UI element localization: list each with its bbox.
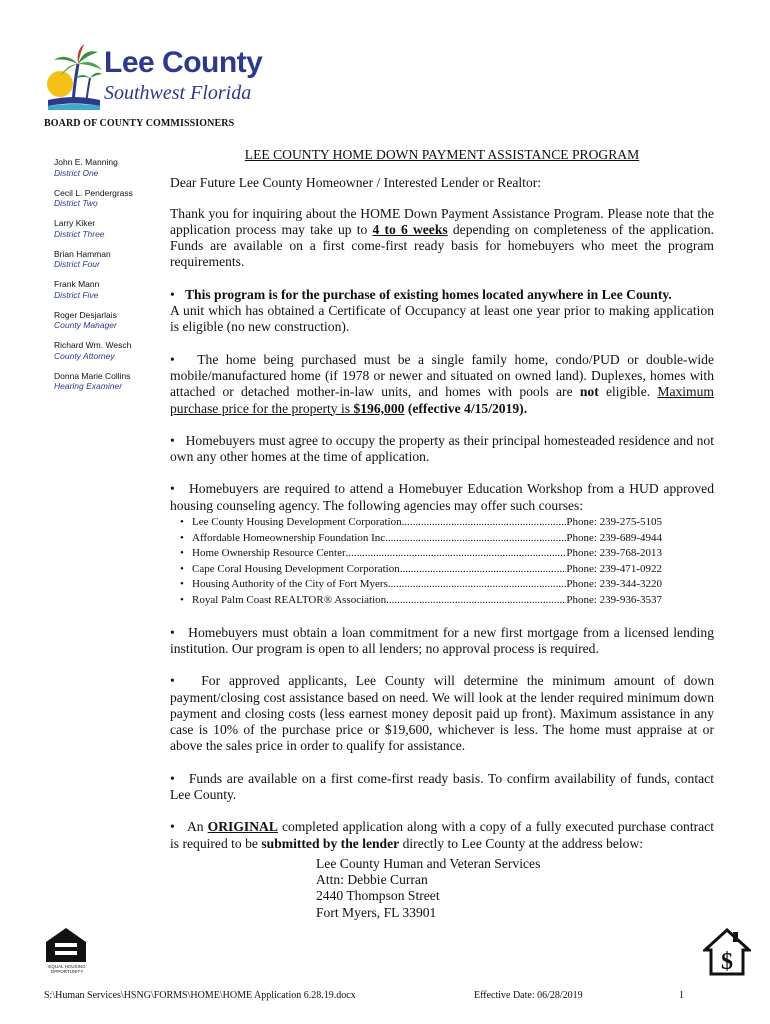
commissioner-name: Frank Mann — [54, 279, 100, 289]
intro-text-end: depending on completeness of the application. Funds are available on a first come-first ready basis for homebuyers who meet the program requirements. — [170, 221, 714, 270]
agency-phone: Phone: 239-344-3220 — [566, 578, 662, 591]
address-line: Attn: Debbie Curran — [316, 872, 428, 888]
bullet-text: For approved applicants, Lee County will determine the minimum amount of down payment/closing cost assistance based on need. We will look at the lender required minimum down payment and closing costs (less earnest money deposit paid up front). Maximum assistance in any case is 10% of the purchase price or $19,600, whichever is less. The home must appraise at or above the sales price in order to qualify for assistance. — [170, 673, 714, 754]
commissioner-name: John E. Manning — [54, 157, 118, 167]
original-text: ORIGINAL — [207, 819, 278, 835]
mailing-address — [316, 856, 714, 921]
commissioner-role: County Manager — [54, 320, 117, 330]
submitted-text: submitted by the lender — [261, 835, 400, 851]
commissioner — [54, 340, 169, 361]
agency-name: • Affordable Homeownership Foundation Inc. — [192, 531, 388, 544]
bullet-icon: • — [170, 819, 187, 835]
house-dollar-icon — [703, 928, 751, 978]
bullet-text: A unit which has obtained a Certificate of Occupancy at least one year prior to making application is eligible (no new construction). — [170, 303, 714, 335]
bullet-text: Funds are available on a first come-first ready basis. To confirm availability of funds, contact Lee County. — [170, 770, 714, 802]
commissioner-role: Hearing Examiner — [54, 381, 123, 391]
bullet-text-2: eligible. — [598, 384, 658, 400]
letter-title: LEE COUNTY HOME DOWN PAYMENT ASSISTANCE PROGRAM — [244, 147, 640, 162]
agency-phone: Phone: 239-471-0922 — [566, 562, 662, 575]
agency-name: • Royal Palm Coast REALTOR® Association — [192, 594, 387, 607]
commissioner — [54, 157, 169, 178]
agency-name: • Cape Coral Housing Development Corporation — [192, 562, 400, 575]
bullet-education — [170, 481, 714, 514]
board-label: BOARD OF COUNTY COMMISSIONERS — [44, 118, 235, 129]
agency-phone: Phone: 239-768-2013 — [566, 547, 662, 560]
svg-text:$: $ — [721, 949, 733, 975]
bullet-text: Homebuyers must agree to occupy the property as their principal homesteaded residence and not own any other homes at the time of application. — [170, 432, 714, 465]
bullet-icon: • — [170, 351, 198, 367]
lee-county-logo — [44, 44, 263, 114]
commissioner — [54, 371, 169, 392]
commissioner — [54, 249, 169, 270]
equal-housing-label: EQUAL HOUSING OPPORTUNITY — [48, 964, 86, 974]
bullet-bold-text: This program is for the purchase of existing homes located anywhere in Lee County. — [184, 286, 672, 302]
agency-name: • Lee County Housing Development Corporation — [192, 516, 402, 529]
address-line: Fort Myers, FL 33901 — [316, 904, 437, 920]
address-line: Lee County Human and Veteran Services — [316, 855, 541, 871]
agency-name: • Home Ownership Resource Center — [192, 547, 346, 560]
commissioner-role: District Five — [54, 289, 99, 300]
commissioner-role: District Four — [54, 259, 100, 269]
bullet-icon: • — [170, 673, 202, 689]
not-text: not — [579, 384, 599, 400]
effective-text: (effective 4/15/2019). — [404, 400, 528, 416]
intro-paragraph — [170, 206, 714, 271]
commissioner-role: District One — [54, 167, 99, 178]
palm-tree-sun-icon — [44, 44, 104, 110]
agency-list — [170, 515, 714, 609]
agency-phone: Phone: 239-689-4944 — [566, 531, 662, 544]
commissioner-name: Roger Desjarlais — [54, 309, 117, 320]
logo-title: Lee County — [104, 46, 263, 79]
bullet-icon: • — [170, 481, 189, 497]
commissioner-role: District Three — [54, 228, 105, 239]
commissioner — [54, 188, 169, 209]
bullet-icon: • — [170, 432, 186, 448]
agency-phone: Phone: 239-936-3537 — [566, 594, 662, 607]
bullet-loan — [170, 625, 714, 658]
max-price-value: $196,000 — [353, 400, 405, 416]
commissioner-name: Brian Hamman — [54, 248, 111, 259]
commissioner — [54, 218, 169, 239]
bullet-submission — [170, 819, 714, 852]
commissioner-name: Richard Wm. Wesch — [54, 340, 132, 350]
bullet-funds — [170, 771, 714, 804]
bullet-text: Homebuyers are required to attend a Homebuyer Education Workshop from a HUD approved housing counseling agency. The following agencies may offer such courses: — [170, 481, 714, 513]
agency-item — [180, 562, 714, 578]
logo-subtitle: Southwest Florida — [104, 82, 252, 104]
max-price-text: Maximum purchase price for the property is — [170, 384, 714, 416]
commissioner-role: District Two — [54, 198, 98, 208]
commissioner-name: Larry Kiker — [54, 218, 96, 228]
bullet-existing-homes — [170, 287, 714, 336]
bullet-icon: • — [170, 770, 189, 786]
letter-body — [170, 147, 714, 921]
footer-file-path: S:\Human Services\HSNG\FORMS\HOME\HOME Application 6.28.19.docx — [44, 990, 356, 1001]
agency-item — [180, 515, 714, 531]
bullet-home-type — [170, 352, 714, 417]
bullet-text: The home being purchased must be a single family home, condo/PUD or double-wide mobile/manufactured home (if 1978 or newer and situated on owned land). Duplexes, homes with attached or detached mother-in-law units, and homes with pools are — [170, 351, 714, 400]
commissioner-role: County Attorney — [54, 350, 115, 361]
bullet-text: An — [186, 819, 208, 835]
bullet-text-2: completed application along with a copy of a fully executed purchase contract is required to be — [170, 819, 714, 851]
footer-page-number: 1 — [679, 990, 684, 1001]
address-line: 2440 Thompson Street — [316, 888, 440, 904]
commissioner — [54, 279, 169, 300]
intro-text: Thank you for inquiring about the HOME Down Payment Assistance Program. Please note that the application process may take up to — [170, 205, 714, 237]
footer-effective-date: Effective Date: 06/28/2019 — [474, 990, 583, 1001]
bullet-occupancy — [170, 433, 714, 466]
commissioners-list — [54, 157, 169, 401]
agency-phone: Phone: 239-275-5105 — [566, 516, 662, 529]
agency-name: • Housing Authority of the City of Fort Myers — [192, 578, 388, 591]
agency-item — [180, 546, 714, 562]
agency-item — [180, 531, 714, 547]
greeting: Dear Future Lee County Homeowner / Interested Lender or Realtor: — [170, 175, 542, 191]
bullet-icon: • — [170, 286, 185, 302]
agency-item — [180, 577, 714, 593]
commissioner — [54, 310, 169, 331]
bullet-assistance — [170, 673, 714, 754]
timeline-text: 4 to 6 weeks — [372, 221, 448, 237]
agency-item — [180, 593, 714, 609]
bullet-icon: • — [170, 624, 189, 640]
bullet-text: Homebuyers must obtain a loan commitment for a new first mortgage from a licensed lending institution. Our program is open to all lenders; no approval process is required. — [170, 624, 714, 656]
commissioner-name: Donna Marie Collins — [54, 370, 131, 381]
commissioner-name: Cecil L. Pendergrass — [54, 187, 133, 198]
bullet-text-3: directly to Lee County at the address below: — [399, 835, 644, 851]
